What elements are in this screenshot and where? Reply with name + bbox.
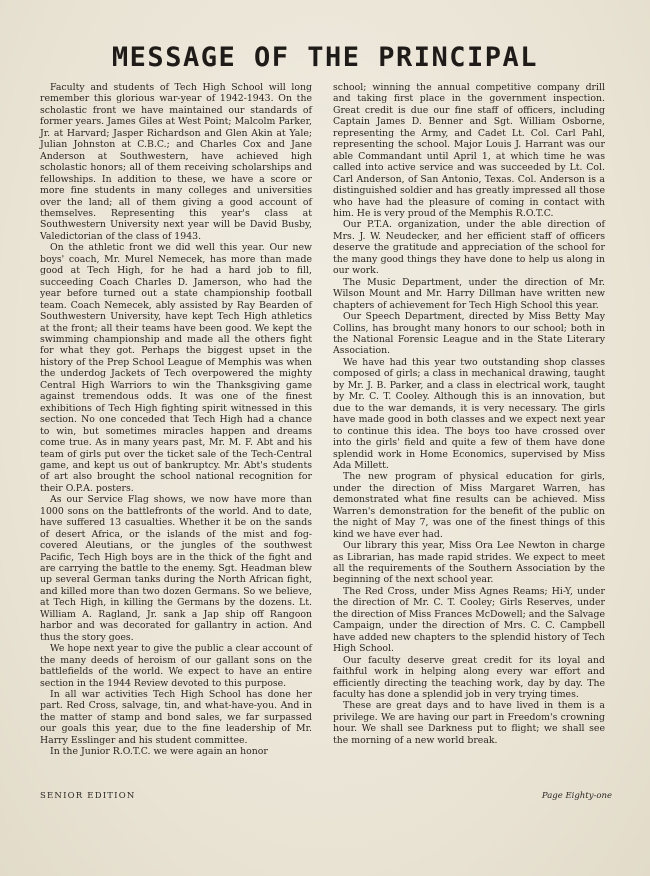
paragraph-library: Our library this year, Miss Ora Lee Newton in charge as Librarian, has made rapid strides. We expect to meet all the requirements of the Southern Association by the beginning of the next school year. xyxy=(333,540,605,586)
paragraph-shop-classes: We have had this year two outstanding shop classes composed of girls; a class in mechanical drawing, taught by Mr. J. B. Parker, and a class in electrical work, taught by Mr. C. T. Cooley. Although this is an innovation, but due to the war demands, it is very necessary. The girls have made good in both classes and we expect next year to continue this idea. The boys too have crossed over into the girls' field and quite a few of them have done splendid work in Home Economics, supervised by Miss Ada Millett. xyxy=(333,356,605,471)
paragraph-service-flag: As our Service Flag shows, we now have more than 1000 sons on the battlefronts of the world. And to date, have suffered 13 casualties. Whether it be on the sands of desert Africa, or the islands of the mist and fog-covered Aleutians, or the jungles of the southwest Pacific, Tech High boys are in the thick of the fight and are carrying the battle to the enemy. Sgt. Headman blew up several German tanks during the North African fight, and killed more than two dozen Germans. So we believe, at Tech High, in killing the Germans by the dozens. Lt. William A. Ragland, Jr. sank a Jap ship off Rangoon harbor and was decorated for gallantry in action. And thus the story goes. xyxy=(40,494,312,643)
paragraph-athletic: On the athletic front we did well this year. Our new boys' coach, Mr. Murel Nemecek, has more than made good at Tech High, for he had a hard job to fill, succeeding Coach Charles D. Jamerson, who had the year before turned out a state championship football team. Coach Nemecek, ably assisted by Ray Bearden of Southwestern University, have kept Tech High athletics at the front; all their teams have been good. We kept the swimming championship and made all the others fight for what they got. Perhaps the biggest upset in the history of the Prep School League of Memphis was when the underdog Jackets of Tech overpowered the mighty Central High Warriors to win the Thanksgiving game against tremendous odds. It was one of the finest exhibitions of Tech High fighting spirit witnessed in this section. No one conceded that Tech High had a chance to win, but sometimes miracles happen and dreams come true. As in many years past, Mr. M. F. Abt and his team of girls put over the ticket sale of the Tech-Central game, and kept us out of bankruptcy. Mr. Abt's students of art also brought the school national recognition for their O.P.A. posters. xyxy=(40,242,312,494)
right-column xyxy=(333,82,605,746)
footer-edition: SENIOR EDITION xyxy=(40,791,136,801)
paragraph-pta: Our P.T.A. organization, under the able direction of Mrs. J. W. Neudecker, and her efficient staff of officers deserve the gratitude and appreciation of the school for the many good things they have done to help us along in our work. xyxy=(333,219,605,277)
footer-page-number: Page Eighty-one xyxy=(541,791,612,801)
paragraph-closing: These are great days and to have lived in them is a privilege. We are having our part in Freedom's crowning hour. We shall see Darkness put to flight; we shall see the morning of a new world break. xyxy=(333,700,605,746)
paragraph-music: The Music Department, under the direction of Mr. Wilson Mount and Mr. Harry Dillman have written new chapters of achievement for Tech High School this year. xyxy=(333,276,605,311)
paragraph-rotc-continued: school; winning the annual competitive company drill and taking first place in the government inspection. Great credit is due our fine staff of officers, including Captain James D. Benner and Sgt. William Osborne, representing the Army, and Cadet Lt. Col. Carl Pahl, representing the school. Major Louis J. Harrant was our able Commandant until April 1, at which time he was called into active service and was succeeded by Lt. Col. Carl Anderson, of San Antonio, Texas. Col. Anderson is a distinguished soldier and has greatly impressed all those who have had the pleasure of coming in contact with him. He is very proud of the Memphis R.O.T.C. xyxy=(333,82,605,219)
paragraph-speech: Our Speech Department, directed by Miss Betty May Collins, has brought many honors to our school; both in the National Forensic League and in the State Literary Association. xyxy=(333,311,605,357)
paragraph-scholastic: Faculty and students of Tech High School will long remember this glorious war-year of 1942-1943. On the scholastic front we have maintained our standards of former years. James Giles at West Point; Malcolm Parker, Jr. at Harvard; Jasper Richardson and Glen Akin at Yale; Julian Johnston at C.B.C.; and Charles Cox and Jane Anderson at Southwestern, have achieved high scholastic honors; all of them receiving scholarships and fellowships. In addition to these, we have a score or more fine students in many colleges and universities over the land; all of them giving a good account of themselves. Representing this year's class at Southwestern University next year will be David Busby, Valedictorian of the class of 1943. xyxy=(40,82,312,242)
paragraph-rotc-start: In the Junior R.O.T.C. we were again an honor xyxy=(50,746,268,758)
paragraph-next-year: We hope next year to give the public a clear account of the many deeds of heroism of our gallant sons on the battlefields of the world. We expect to have an entire section in the 1944 Review devoted to this purpose. xyxy=(40,643,312,689)
paragraph-faculty: Our faculty deserve great credit for its loyal and faithful work in helping along every war effort and efficiently directing the teaching work, day by day. The faculty has done a splendid job in very trying times. xyxy=(333,654,605,701)
paragraph-war-activities: In all war activities Tech High School has done her part. Red Cross, salvage, tin, and what-have-you. And in the matter of stamp and bond sales, we far surpassed our goals this year, due to the fine leadership of Mr. Harry Esslinger and his student committee. xyxy=(40,689,312,746)
left-column xyxy=(40,82,312,758)
paragraph-physical-education: The new program of physical education for girls, under the direction of Miss Margaret Warren, has demonstrated what fine results can be achieved. Miss Warren's demonstration for the benefit of the public on the night of May 7, was one of the finest things of this kind we have ever had. xyxy=(333,471,605,540)
paragraph-clubs: The Red Cross, under Miss Agnes Reams; Hi-Y, under the direction of Mr. C. T. Cooley; Girls Reserves, under the direction of Miss Frances McDowell; and the Salvage Campaign, under the direction of Mrs. C. C. Campbell have added new chapters to the splendid history of Tech High School. xyxy=(333,585,605,655)
page-title: MESSAGE OF THE PRINCIPAL xyxy=(111,42,539,73)
